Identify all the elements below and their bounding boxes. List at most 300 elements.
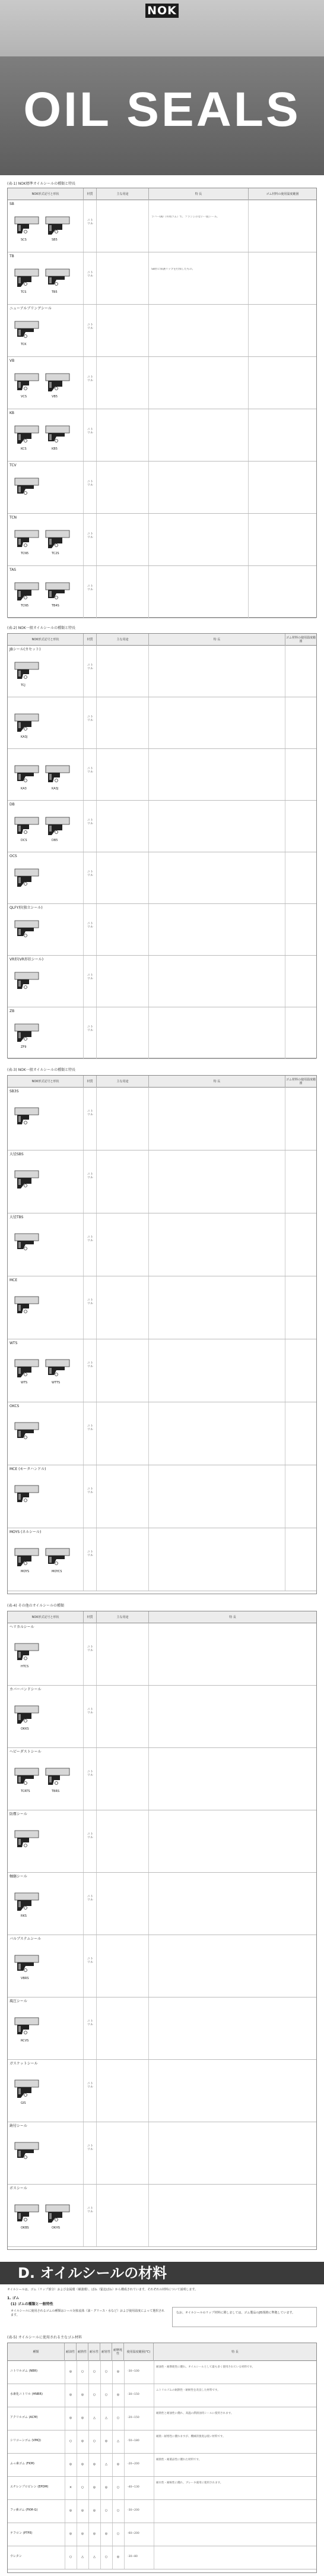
rubber-row — [8, 2407, 316, 2430]
th-type: NOK形式記号と形状 — [8, 188, 84, 200]
cell-divider — [100, 2361, 101, 2384]
table-row — [8, 1810, 316, 1873]
material-label: ニトリル — [87, 973, 94, 981]
rubber-name: ウレタン — [10, 2555, 22, 2558]
seal-code: TB4S — [52, 604, 59, 608]
row-name: MCE — [9, 1278, 18, 1282]
section3-table-header — [8, 1076, 316, 1088]
rating-mark: ○ — [81, 2370, 84, 2373]
rubber-name: テフロン (PTFE) — [10, 2531, 33, 2535]
row-name: KB — [9, 411, 15, 415]
rubber-name: ニトリルゴム (NBR) — [10, 2369, 38, 2373]
cell-divider — [8, 409, 249, 461]
seal-drawing — [14, 425, 40, 446]
material-label: ニトリル — [87, 1361, 94, 1368]
temp-range: -50~180 — [128, 2439, 139, 2442]
seal-code: VB5 — [52, 395, 58, 399]
cell-divider — [100, 2477, 101, 2499]
material-label: ニトリル — [87, 870, 94, 877]
rating-mark: △ — [93, 2555, 96, 2559]
row-name: バルブステムシール — [9, 1937, 42, 1941]
seal-code: TC2S — [52, 552, 59, 555]
rating-mark: ◎ — [116, 2370, 120, 2373]
cell-divider — [8, 1276, 285, 1339]
seal-drawing — [45, 581, 71, 603]
seal-code: MOYCS — [52, 1570, 62, 1573]
row-name: OCS — [9, 854, 17, 858]
table-row — [8, 2122, 316, 2185]
section1-table-header — [8, 188, 316, 200]
rubber-th: 種類 — [8, 2343, 65, 2361]
seal-code: OKBS — [21, 2226, 29, 2230]
rubber-name: エチレンプロピレン (EPDM) — [10, 2485, 49, 2489]
seal-drawing — [14, 816, 40, 837]
th4-spec: 主な用途 — [97, 1611, 149, 1623]
seal-code: RCVS — [21, 2039, 29, 2043]
cell-divider — [8, 1007, 285, 1058]
seal-drawing — [14, 581, 40, 603]
material-label: ニトリル — [87, 1487, 94, 1494]
rating-mark: △ — [117, 2439, 119, 2443]
seal-code: TCS — [21, 290, 27, 294]
seal-drawing — [14, 320, 40, 342]
seal-code: RKS — [21, 1914, 27, 1918]
cell-divider — [124, 2454, 125, 2476]
section-d-intro: オイルシールは、ゴム（リップ部分）および金属環（補強環）、ばね（緊迫ばね）から構成されています。それぞれの材料について説明します。 — [7, 2288, 198, 2291]
page-title: OIL SEALS — [23, 83, 301, 137]
rating-mark: ◎ — [93, 2509, 96, 2512]
th-feature: 特 長 — [149, 188, 249, 200]
cell-divider — [8, 904, 285, 955]
table-row — [8, 904, 316, 956]
cell-divider — [88, 2523, 89, 2546]
section-d-sub1: 1. ゴム — [7, 2296, 20, 2300]
seal-drawing — [14, 1232, 40, 1254]
cell-divider — [8, 697, 285, 748]
cell-divider — [112, 2477, 113, 2499]
seal-code: DCS — [21, 839, 27, 842]
rating-mark: ◎ — [104, 2439, 108, 2443]
th-material: 材質 — [84, 188, 97, 200]
section-d-title: D. オイルシールの材料 — [18, 2265, 167, 2281]
cell-divider — [88, 2361, 89, 2384]
rubber-row — [8, 2500, 316, 2523]
rubber-th: 耐水性 — [88, 2343, 100, 2361]
th-spec: 主な用途 — [97, 188, 149, 200]
seal-drawing — [14, 1107, 40, 1128]
table-row — [8, 749, 316, 801]
rating-mark: ◎ — [104, 2532, 108, 2536]
material-label: ニトリル — [87, 2019, 94, 2027]
table-row — [8, 801, 316, 852]
seal-drawing — [45, 529, 71, 551]
table-row — [8, 357, 316, 409]
cell-divider — [8, 646, 285, 697]
cell-divider — [88, 2500, 89, 2523]
row-name: VB — [9, 359, 15, 363]
section3-caption: (表-3) NOK一般オイルシールの種類と特長 — [7, 1068, 76, 1072]
seal-drawing — [45, 268, 71, 289]
cell-divider — [124, 2407, 125, 2430]
seal-code: MOYS — [21, 1570, 30, 1573]
th-temp: ゴム材料の使用温度範囲 — [266, 192, 299, 196]
seal-code: TBRS — [52, 1790, 60, 1793]
rating-mark: ◎ — [104, 2486, 108, 2489]
rating-mark: ◎ — [81, 2532, 84, 2536]
rating-mark: ◎ — [116, 2393, 120, 2397]
th3-material: 材質 — [84, 1076, 97, 1088]
material-label: ニトリル — [87, 271, 94, 278]
rating-mark: ◎ — [69, 2463, 72, 2466]
seal-code: TCRTS — [21, 1790, 30, 1793]
rubber-th: 耐摩耗性 — [112, 2343, 124, 2361]
cell-divider — [112, 2407, 113, 2430]
seal-drawing — [14, 372, 40, 394]
rubber-name: アクリルゴム (ACM) — [10, 2416, 38, 2419]
seal-drawing — [14, 1295, 40, 1317]
table-row — [8, 1465, 316, 1528]
seal-drawing — [14, 661, 40, 682]
material-label: ニトリル — [87, 715, 94, 722]
seal-drawing — [45, 764, 71, 786]
rubber-th: 特 長 — [231, 2350, 239, 2354]
table-row — [8, 462, 316, 514]
rating-mark: ○ — [104, 2393, 108, 2397]
cell-divider — [112, 2546, 113, 2569]
row-name: 大径TBS — [9, 1215, 24, 1219]
rating-mark: △ — [105, 2463, 107, 2466]
row-name: DB — [9, 802, 15, 807]
seal-drawing — [14, 268, 40, 289]
material-label: ニトリル — [87, 1832, 94, 1839]
section3-table — [7, 1075, 317, 1594]
table-row — [8, 646, 316, 697]
row-name: ZB — [9, 1009, 15, 1013]
row-name: OKCS — [9, 1404, 20, 1408]
temp-range: -30~150 — [128, 2393, 139, 2396]
th2-feature: 特 長 — [149, 634, 285, 646]
rubber-th: 耐熱性 — [77, 2343, 88, 2361]
feature-text: SB形に保護リップを付加したもの。 — [151, 268, 195, 271]
material-label: ニトリル — [87, 922, 94, 929]
table-row — [8, 409, 316, 462]
cell-divider — [8, 462, 249, 513]
row-name: 風圧シール — [9, 1999, 27, 2003]
row-name: MOYS (ネルシール) — [9, 1530, 42, 1534]
seal-drawing — [14, 868, 40, 889]
seal-code: VBRS — [21, 1977, 29, 1980]
cell-divider — [8, 566, 249, 618]
rubber-row — [8, 2361, 316, 2384]
th3-feature: 特 長 — [149, 1076, 285, 1088]
seal-drawing — [14, 1829, 40, 1851]
row-name: SB3S — [9, 1089, 19, 1093]
rating-mark: ○ — [116, 2416, 120, 2420]
seal-drawing — [45, 425, 71, 446]
table-row — [8, 1935, 316, 1997]
seal-drawing — [14, 1954, 40, 1976]
material-label: ニトリル — [87, 1110, 94, 1117]
row-name: ニューアルブリングシール — [9, 306, 52, 311]
cell-divider — [8, 1150, 285, 1213]
cell-divider — [100, 2454, 101, 2476]
material-label: ニトリル — [87, 1235, 94, 1243]
material-label: ニトリル — [87, 2144, 94, 2151]
seal-code: WTTS — [52, 1381, 61, 1385]
temp-range: -30~80 — [128, 2555, 138, 2558]
cell-divider — [100, 2500, 101, 2523]
th3-temp: ゴム材料の使用温度範囲 — [285, 1077, 316, 1085]
material-label: ニトリル — [87, 1172, 94, 1180]
table-row — [8, 566, 316, 618]
section-d-note: なお、オイルシールのリップ材料に関しましては、ゴム製品のJIS規格に準拠しています。 — [176, 2311, 296, 2315]
nok-logo: NOK — [145, 4, 179, 18]
rubber-feature: 耐熱性と耐油性に優れ、高温の潤滑油用シールに使用されます。 — [156, 2412, 234, 2415]
temp-range: -40~130 — [128, 2486, 139, 2489]
row-name: ガスケットシール — [9, 2062, 38, 2066]
seal-drawing — [14, 1023, 40, 1044]
row-name: TCN — [9, 516, 17, 520]
material-label: ニトリル — [87, 2207, 94, 2214]
temp-range: -60~200 — [128, 2532, 139, 2535]
rubber-table-caption: (表-5) オイルシールに使用される主なゴム材料 — [7, 2335, 82, 2340]
rating-mark: ○ — [69, 2439, 72, 2443]
section-d-note-box — [172, 2307, 317, 2327]
seal-drawing — [45, 816, 71, 837]
rating-mark: ◎ — [81, 2439, 84, 2443]
th2-spec: 主な用途 — [97, 634, 149, 646]
cell-divider — [112, 2384, 113, 2407]
seal-drawing — [14, 1642, 40, 1664]
table-row — [8, 1748, 316, 1810]
seal-drawing — [14, 1892, 40, 1913]
row-name: SB — [9, 202, 14, 206]
cell-divider — [8, 1465, 285, 1528]
rubber-feature: 耐水性・耐候性に優れ、ブレーキ液用に使用されます。 — [156, 2482, 223, 2485]
seal-drawing — [14, 1358, 40, 1380]
section1-caption: (表-1) NOK標準オイルシールの種類と特長 — [7, 182, 76, 186]
table-row — [8, 1528, 316, 1591]
material-label: ニトリル — [87, 1424, 94, 1431]
section2-table — [7, 633, 317, 1058]
cell-divider — [124, 2361, 125, 2384]
material-label: ニトリル — [87, 532, 94, 539]
seal-drawing — [14, 1170, 40, 1191]
temp-range: -30~200 — [128, 2509, 139, 2512]
seal-code: SB5 — [52, 238, 58, 242]
rating-mark: ○ — [104, 2509, 108, 2512]
th4-material: 材質 — [84, 1611, 97, 1623]
table-row — [8, 2185, 316, 2247]
seal-drawing — [14, 2016, 40, 2038]
table-row — [8, 1623, 316, 1686]
section1-table — [7, 188, 317, 618]
row-name: JBシール(カセット) — [9, 647, 41, 652]
rating-mark: ◎ — [116, 2555, 120, 2559]
th2-type: NOK形式記号と形状 — [8, 634, 84, 646]
cell-divider — [112, 2430, 113, 2453]
th4-feature: 特 長 — [229, 1615, 236, 1619]
table-row — [8, 1213, 316, 1276]
material-label: ニトリル — [87, 1708, 94, 1715]
seal-drawing — [14, 216, 40, 237]
rating-mark: ○ — [81, 2486, 84, 2489]
th3-type: NOK形式記号と形状 — [8, 1076, 84, 1088]
row-name: 防塵シール — [9, 1812, 27, 1816]
seal-drawing — [14, 713, 40, 734]
rating-mark: ◎ — [81, 2509, 84, 2512]
table-row — [8, 1686, 316, 1748]
rating-mark: ○ — [93, 2370, 96, 2373]
seal-drawing — [45, 216, 71, 237]
table-row — [8, 1150, 316, 1213]
rating-mark: ○ — [104, 2555, 108, 2559]
seal-code: DB5 — [52, 839, 58, 842]
seal-drawing — [45, 1547, 71, 1569]
rating-mark: ○ — [116, 2486, 120, 2489]
table-row — [8, 1997, 316, 2060]
seal-drawing — [14, 919, 40, 941]
rating-mark: ○ — [93, 2439, 96, 2443]
material-label: ニトリル — [87, 584, 94, 592]
table-row — [8, 1276, 316, 1339]
th3-spec: 主な用途 — [97, 1076, 149, 1088]
th2-material: 材質 — [84, 634, 97, 646]
rating-mark: × — [69, 2486, 72, 2489]
rubber-row — [8, 2454, 316, 2477]
rating-mark: ◎ — [81, 2416, 84, 2420]
row-name: WTS — [9, 1341, 18, 1345]
material-label: ニトリル — [87, 323, 94, 330]
rubber-feature: 耐熱性・耐薬品性に優れた材料です。 — [156, 2458, 202, 2461]
seal-code: KA3J — [21, 735, 28, 739]
row-name: 大径SBS — [9, 1152, 24, 1156]
rubber-row — [8, 2523, 316, 2546]
cell-divider — [8, 1213, 285, 1276]
material-label: ニトリル — [87, 1957, 94, 1964]
cell-divider — [124, 2523, 125, 2546]
rating-mark: ◎ — [69, 2370, 72, 2373]
cell-divider — [112, 2361, 113, 2384]
rubber-feature: 耐熱・耐寒性に優れますが、機械的強度は低い材料です。 — [156, 2435, 225, 2438]
seal-drawing — [14, 477, 40, 498]
seal-code: KCS — [21, 447, 27, 451]
seal-code: KA3 — [21, 787, 27, 791]
temp-range: -20~200 — [128, 2463, 139, 2466]
cell-divider — [8, 956, 285, 1007]
cell-divider — [124, 2500, 125, 2523]
rating-mark: ○ — [104, 2370, 108, 2373]
seal-drawing — [14, 1421, 40, 1443]
temp-range: -30~100 — [128, 2370, 139, 2373]
rubber-name: ふっ素ゴム (FKM) — [10, 2462, 34, 2466]
material-label: ニトリル — [87, 1298, 94, 1306]
table-row — [8, 2060, 316, 2122]
material-label: ニトリル — [87, 219, 94, 226]
rubber-th: 耐油性 — [65, 2343, 77, 2361]
row-name: MCE (モータハンドル) — [9, 1467, 46, 1471]
rubber-th: 使用温度範囲(℃) — [124, 2343, 154, 2361]
row-name: TAS — [9, 568, 17, 572]
seal-drawing — [14, 2079, 40, 2100]
cell-divider — [8, 200, 249, 252]
seal-code: ZF9 — [21, 1045, 27, 1049]
cell-divider — [100, 2407, 101, 2430]
table-row — [8, 1088, 316, 1150]
material-label: ニトリル — [87, 1550, 94, 1557]
cell-divider — [124, 2546, 125, 2569]
material-label: ニトリル — [87, 818, 94, 826]
th4-type: NOK形式記号と形状 — [8, 1611, 84, 1623]
rubber-row — [8, 2384, 316, 2407]
section-d-sub2: (1) ゴムの種類と一般特性 — [11, 2302, 53, 2306]
material-label: ニトリル — [87, 375, 94, 383]
seal-code: TCN5 — [21, 552, 29, 555]
rating-mark: △ — [93, 2416, 96, 2420]
table-row — [8, 200, 316, 252]
row-name: 軸継シール — [9, 1875, 27, 1879]
material-label: ニトリル — [87, 480, 94, 487]
seal-code: GIS — [21, 2101, 26, 2105]
seal-drawing — [14, 529, 40, 551]
cell-divider — [8, 1088, 285, 1150]
section4-caption: (表-4) その他のオイルシールの種類 — [7, 1604, 65, 1608]
rating-mark: △ — [105, 2416, 107, 2420]
rating-mark: ◎ — [69, 2393, 72, 2397]
rubber-name: 水素化ニトリル (HNBR) — [10, 2392, 43, 2396]
cell-divider — [112, 2500, 113, 2523]
material-label: ニトリル — [87, 1025, 94, 1032]
cell-divider — [112, 2454, 113, 2476]
seal-drawing — [14, 1547, 40, 1569]
table-row — [8, 1007, 316, 1059]
temp-range: -20~150 — [128, 2416, 139, 2419]
seal-drawing — [14, 1767, 40, 1788]
rubber-row — [8, 2477, 316, 2500]
cell-divider — [88, 2454, 89, 2476]
rating-mark: ◎ — [116, 2463, 120, 2466]
table-row — [8, 514, 316, 566]
seal-code: VCS — [21, 395, 27, 399]
cell-divider — [100, 2430, 101, 2453]
row-name: カバーバンドシール — [9, 1687, 42, 1692]
cell-divider — [124, 2430, 125, 2453]
rubber-table — [7, 2343, 317, 2573]
cell-divider — [88, 2546, 89, 2569]
rating-mark: ◎ — [69, 2509, 72, 2512]
rubber-row — [8, 2546, 316, 2569]
material-label: ニトリル — [87, 1895, 94, 1902]
section-d-para1: オイルシールに使用されるゴムの種類はシール対象流体（油・グリース・水など）および使用温度によって選択されます。 — [11, 2309, 165, 2317]
seal-code: SCS — [21, 238, 27, 242]
seal-drawing — [14, 764, 40, 786]
seal-code: TCN5 — [21, 604, 29, 608]
table-row — [8, 956, 316, 1007]
feature-text: ラバーOD（外周ゴム）で、フランジのない一般シール。 — [151, 216, 220, 219]
rubber-feature: ニトリルゴムの耐熱性・耐候性を改良した材料です。 — [156, 2389, 220, 2392]
seal-drawing — [14, 2141, 40, 2163]
rating-mark: ◎ — [93, 2486, 96, 2489]
section2-table-header — [8, 634, 316, 646]
cell-divider — [8, 252, 249, 304]
seal-code: TCJ — [21, 684, 26, 687]
rubber-name: フッ素ゴム (FKM-G) — [10, 2508, 38, 2512]
rating-mark: ◎ — [69, 2416, 72, 2420]
rating-mark: ◎ — [93, 2532, 96, 2536]
rating-mark: △ — [81, 2555, 84, 2559]
table-row — [8, 252, 316, 305]
seal-drawing — [45, 1767, 71, 1788]
